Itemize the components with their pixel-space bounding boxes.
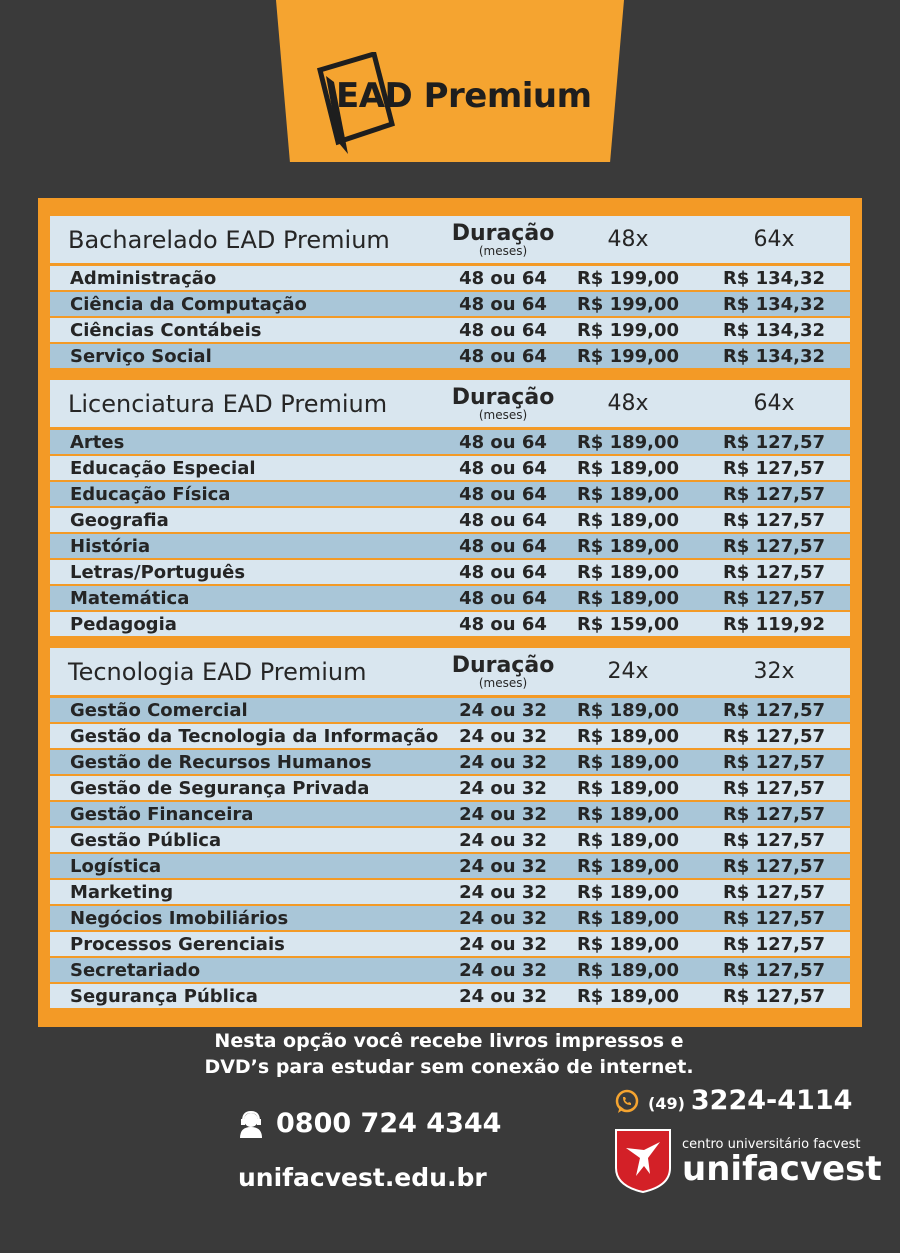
section-title: Bacharelado EAD Premium	[68, 225, 390, 254]
price-installment-2: R$ 127,57	[722, 777, 826, 799]
price-installment-2: R$ 134,32	[722, 345, 826, 367]
course-duration: 48 ou 64	[459, 457, 547, 479]
course-duration: 48 ou 64	[459, 345, 547, 367]
price-installment-2: R$ 134,32	[722, 293, 826, 315]
price-installment-1: R$ 189,00	[576, 881, 680, 903]
website-link[interactable]: unifacvest.edu.br	[238, 1163, 487, 1192]
price-installment-2: R$ 127,57	[722, 907, 826, 929]
price-installment-2: R$ 127,57	[722, 751, 826, 773]
price-installment-1: R$ 189,00	[576, 535, 680, 557]
table-row	[50, 880, 850, 906]
duration-label: Duração	[451, 652, 555, 678]
price-installment-1: R$ 199,00	[576, 267, 680, 289]
course-name: Letras/Português	[70, 561, 246, 583]
footer-line-1: Nesta opção você recebe livros impressos e	[214, 1030, 684, 1052]
course-duration: 24 ou 32	[459, 829, 547, 851]
price-installment-1: R$ 199,00	[576, 319, 680, 341]
course-name: Educação Física	[70, 483, 231, 505]
price-installment-1: R$ 189,00	[576, 803, 680, 825]
course-name: Administração	[70, 267, 217, 289]
whatsapp-icon	[614, 1088, 640, 1114]
brand-title: EAD Premium	[336, 76, 592, 116]
course-name: Marketing	[70, 881, 174, 903]
table-row	[50, 802, 850, 828]
section-header	[50, 380, 850, 430]
section-header	[50, 648, 850, 698]
duration-unit: (meses)	[478, 675, 528, 690]
course-name: Gestão Comercial	[70, 699, 248, 721]
course-duration: 24 ou 32	[459, 959, 547, 981]
table-row	[50, 776, 850, 802]
course-name: Logística	[70, 855, 162, 877]
table-row	[50, 698, 850, 724]
table-row	[50, 430, 850, 456]
course-duration: 48 ou 64	[459, 535, 547, 557]
course-name: Negócios Imobiliários	[70, 907, 289, 929]
table-row	[50, 932, 850, 958]
installment-header-1: 24x	[607, 659, 649, 684]
course-name: Gestão de Segurança Privada	[70, 777, 370, 799]
footer-line-2: DVD’s para estudar sem conexão de internet.	[204, 1056, 694, 1078]
price-installment-2: R$ 127,57	[722, 803, 826, 825]
price-installment-1: R$ 189,00	[576, 431, 680, 453]
table-row	[50, 724, 850, 750]
installment-header-2: 32x	[753, 659, 795, 684]
table-row	[50, 854, 850, 880]
course-duration: 24 ou 32	[459, 907, 547, 929]
table-row	[50, 612, 850, 638]
price-installment-2: R$ 134,32	[722, 319, 826, 341]
whatsapp-area-code: (49)	[648, 1094, 685, 1113]
logo-subtitle: centro universitário facvest	[682, 1136, 861, 1152]
price-installment-1: R$ 159,00	[576, 613, 680, 635]
price-installment-1: R$ 189,00	[576, 483, 680, 505]
installment-header-2: 64x	[753, 391, 795, 416]
course-name: Gestão Financeira	[70, 803, 254, 825]
price-installment-2: R$ 127,57	[722, 561, 826, 583]
table-row	[50, 344, 850, 370]
duration-header	[448, 384, 558, 422]
course-name: Matemática	[70, 587, 190, 609]
tollfree-phone[interactable]	[236, 1108, 501, 1139]
price-installment-2: R$ 127,57	[722, 829, 826, 851]
price-installment-1: R$ 189,00	[576, 561, 680, 583]
section-header	[50, 216, 850, 266]
course-duration: 48 ou 64	[459, 293, 547, 315]
price-installment-2: R$ 127,57	[722, 535, 826, 557]
section-1	[50, 380, 850, 638]
table-row	[50, 456, 850, 482]
course-duration: 24 ou 32	[459, 699, 547, 721]
price-installment-1: R$ 189,00	[576, 457, 680, 479]
course-name: História	[70, 535, 151, 557]
course-duration: 48 ou 64	[459, 319, 547, 341]
table-row	[50, 906, 850, 932]
headset-icon	[236, 1109, 266, 1139]
unifacvest-shield-icon	[614, 1128, 672, 1194]
course-name: Pedagogia	[70, 613, 177, 635]
table-row	[50, 586, 850, 612]
installment-header-1: 48x	[607, 227, 649, 252]
course-duration: 48 ou 64	[459, 613, 547, 635]
duration-header	[448, 652, 558, 690]
course-duration: 24 ou 32	[459, 777, 547, 799]
price-installment-2: R$ 127,57	[722, 855, 826, 877]
table-row	[50, 318, 850, 344]
course-name: Artes	[70, 431, 125, 453]
course-duration: 48 ou 64	[459, 267, 547, 289]
course-duration: 24 ou 32	[459, 725, 547, 747]
installment-header-2: 64x	[753, 227, 795, 252]
whatsapp-number: 3224-4114	[690, 1085, 853, 1116]
price-installment-2: R$ 127,57	[722, 431, 826, 453]
unifacvest-logo	[614, 1128, 882, 1194]
course-name: Secretariado	[70, 959, 201, 981]
price-table	[38, 198, 862, 1027]
price-installment-1: R$ 189,00	[576, 907, 680, 929]
course-duration: 24 ou 32	[459, 855, 547, 877]
price-installment-2: R$ 119,92	[722, 613, 826, 635]
price-installment-1: R$ 189,00	[576, 509, 680, 531]
course-duration: 24 ou 32	[459, 985, 547, 1007]
price-installment-2: R$ 127,57	[722, 509, 826, 531]
duration-header	[448, 220, 558, 258]
price-installment-2: R$ 127,57	[722, 881, 826, 903]
duration-unit: (meses)	[478, 243, 528, 258]
price-installment-2: R$ 127,57	[722, 725, 826, 747]
duration-label: Duração	[451, 384, 555, 410]
price-installment-1: R$ 189,00	[576, 933, 680, 955]
course-name: Serviço Social	[70, 345, 212, 367]
price-installment-1: R$ 189,00	[576, 985, 680, 1007]
duration-unit: (meses)	[478, 407, 528, 422]
table-row	[50, 534, 850, 560]
course-duration: 24 ou 32	[459, 933, 547, 955]
course-duration: 24 ou 32	[459, 881, 547, 903]
logo-name: unifacvest	[682, 1148, 882, 1189]
price-installment-2: R$ 127,57	[722, 699, 826, 721]
course-duration: 48 ou 64	[459, 483, 547, 505]
price-installment-1: R$ 189,00	[576, 587, 680, 609]
section-title: Licenciatura EAD Premium	[68, 389, 388, 418]
footer-note	[0, 1028, 900, 1080]
table-row	[50, 560, 850, 586]
table-row	[50, 958, 850, 984]
course-name: Gestão da Tecnologia da Informação	[70, 725, 439, 747]
price-installment-1: R$ 199,00	[576, 345, 680, 367]
price-installment-1: R$ 199,00	[576, 293, 680, 315]
course-name: Educação Especial	[70, 457, 256, 479]
section-0	[50, 216, 850, 370]
course-name: Segurança Pública	[70, 985, 258, 1007]
course-name: Gestão de Recursos Humanos	[70, 751, 372, 773]
price-installment-2: R$ 134,32	[722, 267, 826, 289]
course-name: Gestão Pública	[70, 829, 222, 851]
price-installment-2: R$ 127,57	[722, 985, 826, 1007]
price-installment-2: R$ 127,57	[722, 959, 826, 981]
price-installment-2: R$ 127,57	[722, 483, 826, 505]
price-installment-1: R$ 189,00	[576, 829, 680, 851]
price-installment-2: R$ 127,57	[722, 587, 826, 609]
price-installment-1: R$ 189,00	[576, 777, 680, 799]
price-installment-1: R$ 189,00	[576, 751, 680, 773]
course-duration: 48 ou 64	[459, 587, 547, 609]
course-duration: 48 ou 64	[459, 561, 547, 583]
table-row	[50, 482, 850, 508]
course-duration: 24 ou 32	[459, 751, 547, 773]
installment-header-1: 48x	[607, 391, 649, 416]
price-installment-1: R$ 189,00	[576, 699, 680, 721]
duration-label: Duração	[451, 220, 555, 246]
course-name: Ciências Contábeis	[70, 319, 262, 341]
table-row	[50, 292, 850, 318]
course-name: Geografia	[70, 509, 169, 531]
price-installment-2: R$ 127,57	[722, 933, 826, 955]
table-row	[50, 266, 850, 292]
tollfree-number: 0800 724 4344	[276, 1108, 502, 1139]
course-duration: 48 ou 64	[459, 431, 547, 453]
price-installment-2: R$ 127,57	[722, 457, 826, 479]
price-installment-1: R$ 189,00	[576, 959, 680, 981]
course-name: Ciência da Computação	[70, 293, 307, 315]
price-installment-1: R$ 189,00	[576, 855, 680, 877]
table-row	[50, 750, 850, 776]
table-row	[50, 984, 850, 1010]
section-2	[50, 648, 850, 1010]
course-duration: 24 ou 32	[459, 803, 547, 825]
table-row	[50, 508, 850, 534]
price-installment-1: R$ 189,00	[576, 725, 680, 747]
whatsapp-phone[interactable]	[614, 1085, 852, 1116]
section-title: Tecnologia EAD Premium	[68, 657, 367, 686]
table-row	[50, 828, 850, 854]
course-name: Processos Gerenciais	[70, 933, 285, 955]
course-duration: 48 ou 64	[459, 509, 547, 531]
